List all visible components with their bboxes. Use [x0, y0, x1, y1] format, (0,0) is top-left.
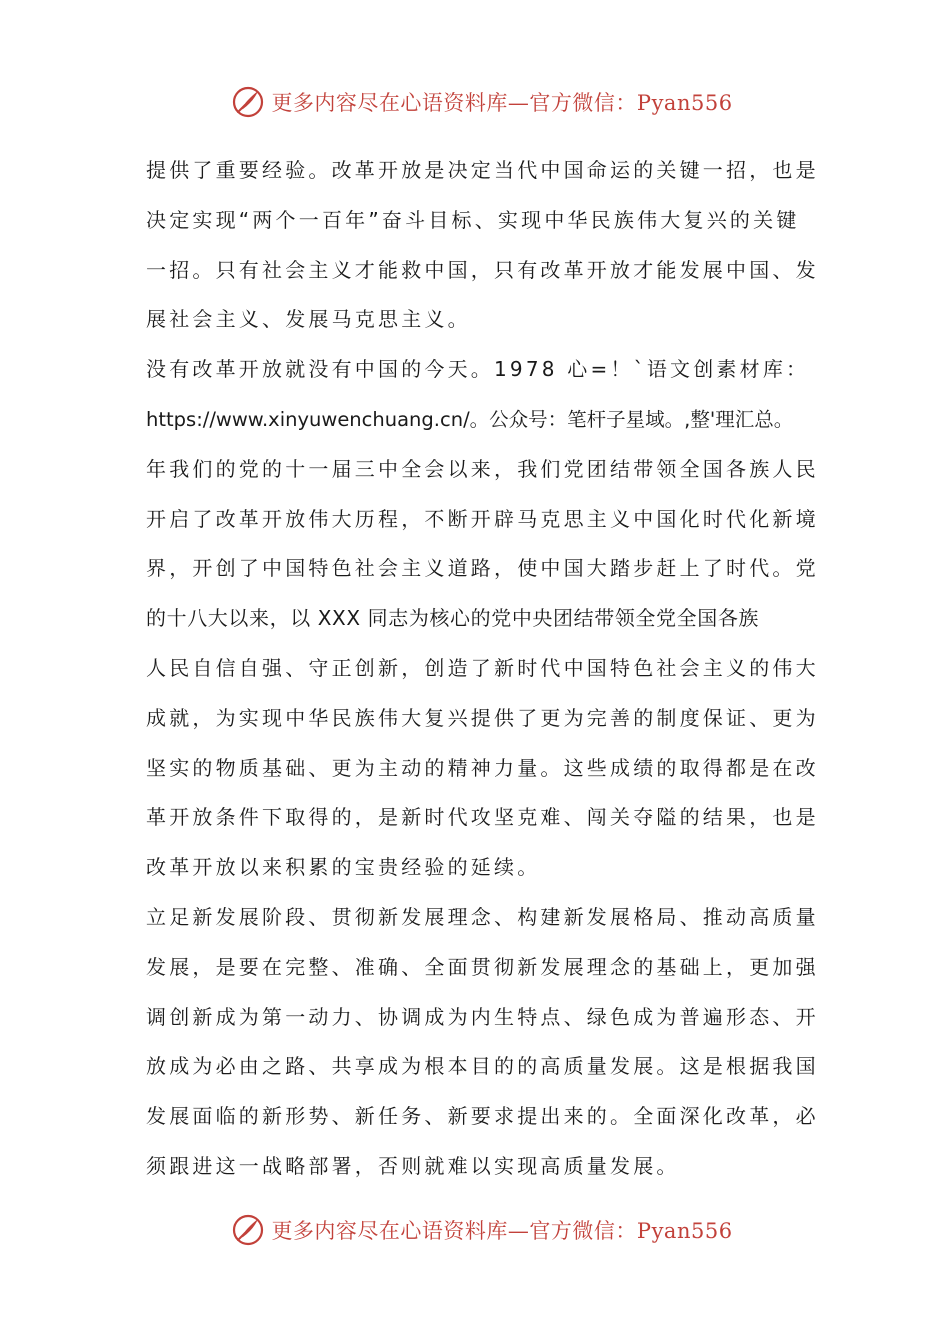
text-line: 没有改革开放就没有中国的今天。1978 心=！`语文创素材库：	[146, 357, 810, 382]
footer-watermark-banner	[0, 1210, 950, 1250]
text-line: https://www.xinyuwenchuang.cn/。公众号：笔杆子星域。,整'理汇总。	[146, 407, 794, 431]
text-line: 开启了改革开放伟大历程，不断开辟马克思主义中国化时代化新境	[146, 506, 819, 531]
quill-logo-icon	[231, 85, 265, 119]
footer-banner-text: 更多内容尽在心语资料库—官方微信：Pyan556	[271, 1219, 733, 1243]
text-line: 年我们的党的十一届三中全会以来，我们党团结带领全国各族人民	[146, 456, 819, 481]
text-line: 成就，为实现中华民族伟大复兴提供了更为完善的制度保证、更为	[146, 705, 819, 730]
text-line: 革开放条件下取得的，是新时代攻坚克难、闯关夺隘的结果，也是	[146, 805, 819, 830]
document-body	[146, 146, 826, 1192]
text-line: 人民自信自强、守正创新，创造了新时代中国特色社会主义的伟大	[146, 655, 819, 680]
text-line: 立足新发展阶段、贯彻新发展理念、构建新发展格局、推动高质量	[146, 904, 819, 929]
text-line: 改革开放以来积累的宝贵经验的延续。	[146, 855, 541, 880]
text-line: 发展，是要在完整、准确、全面贯彻新发展理念的基础上，更加强	[146, 954, 819, 979]
text-line: 决定实现“两个一百年”奋斗目标、实现中华民族伟大复兴的关键	[146, 207, 800, 232]
text-line: 一招。只有社会主义才能救中国，只有改革开放才能发展中国、发	[146, 257, 819, 282]
quill-logo-icon	[231, 1213, 265, 1247]
text-line: 放成为必由之路、共享成为根本目的的高质量发展。这是根据我国	[146, 1054, 819, 1079]
header-watermark-banner	[0, 82, 950, 122]
text-line: 坚实的物质基础、更为主动的精神力量。这些成绩的取得都是在改	[146, 755, 819, 780]
text-line: 发展面临的新形势、新任务、新要求提出来的。全面深化改革，必	[146, 1104, 819, 1129]
text-line: 界，开创了中国特色社会主义道路，使中国大踏步赶上了时代。党	[146, 556, 819, 581]
text-line: 调创新成为第一动力、协调成为内生特点、绿色成为普遍形态、开	[146, 1004, 819, 1029]
header-banner-text: 更多内容尽在心语资料库—官方微信：Pyan556	[271, 91, 733, 115]
text-line: 的十八大以来，以 XXX 同志为核心的党中央团结带领全党全国各族	[146, 606, 760, 631]
text-line: 提供了重要经验。改革开放是决定当代中国命运的关键一招，也是	[146, 158, 819, 182]
text-line: 展社会主义、发展马克思主义。	[146, 307, 471, 332]
text-line: 须跟进这一战略部署，否则就难以实现高质量发展。	[146, 1153, 680, 1178]
